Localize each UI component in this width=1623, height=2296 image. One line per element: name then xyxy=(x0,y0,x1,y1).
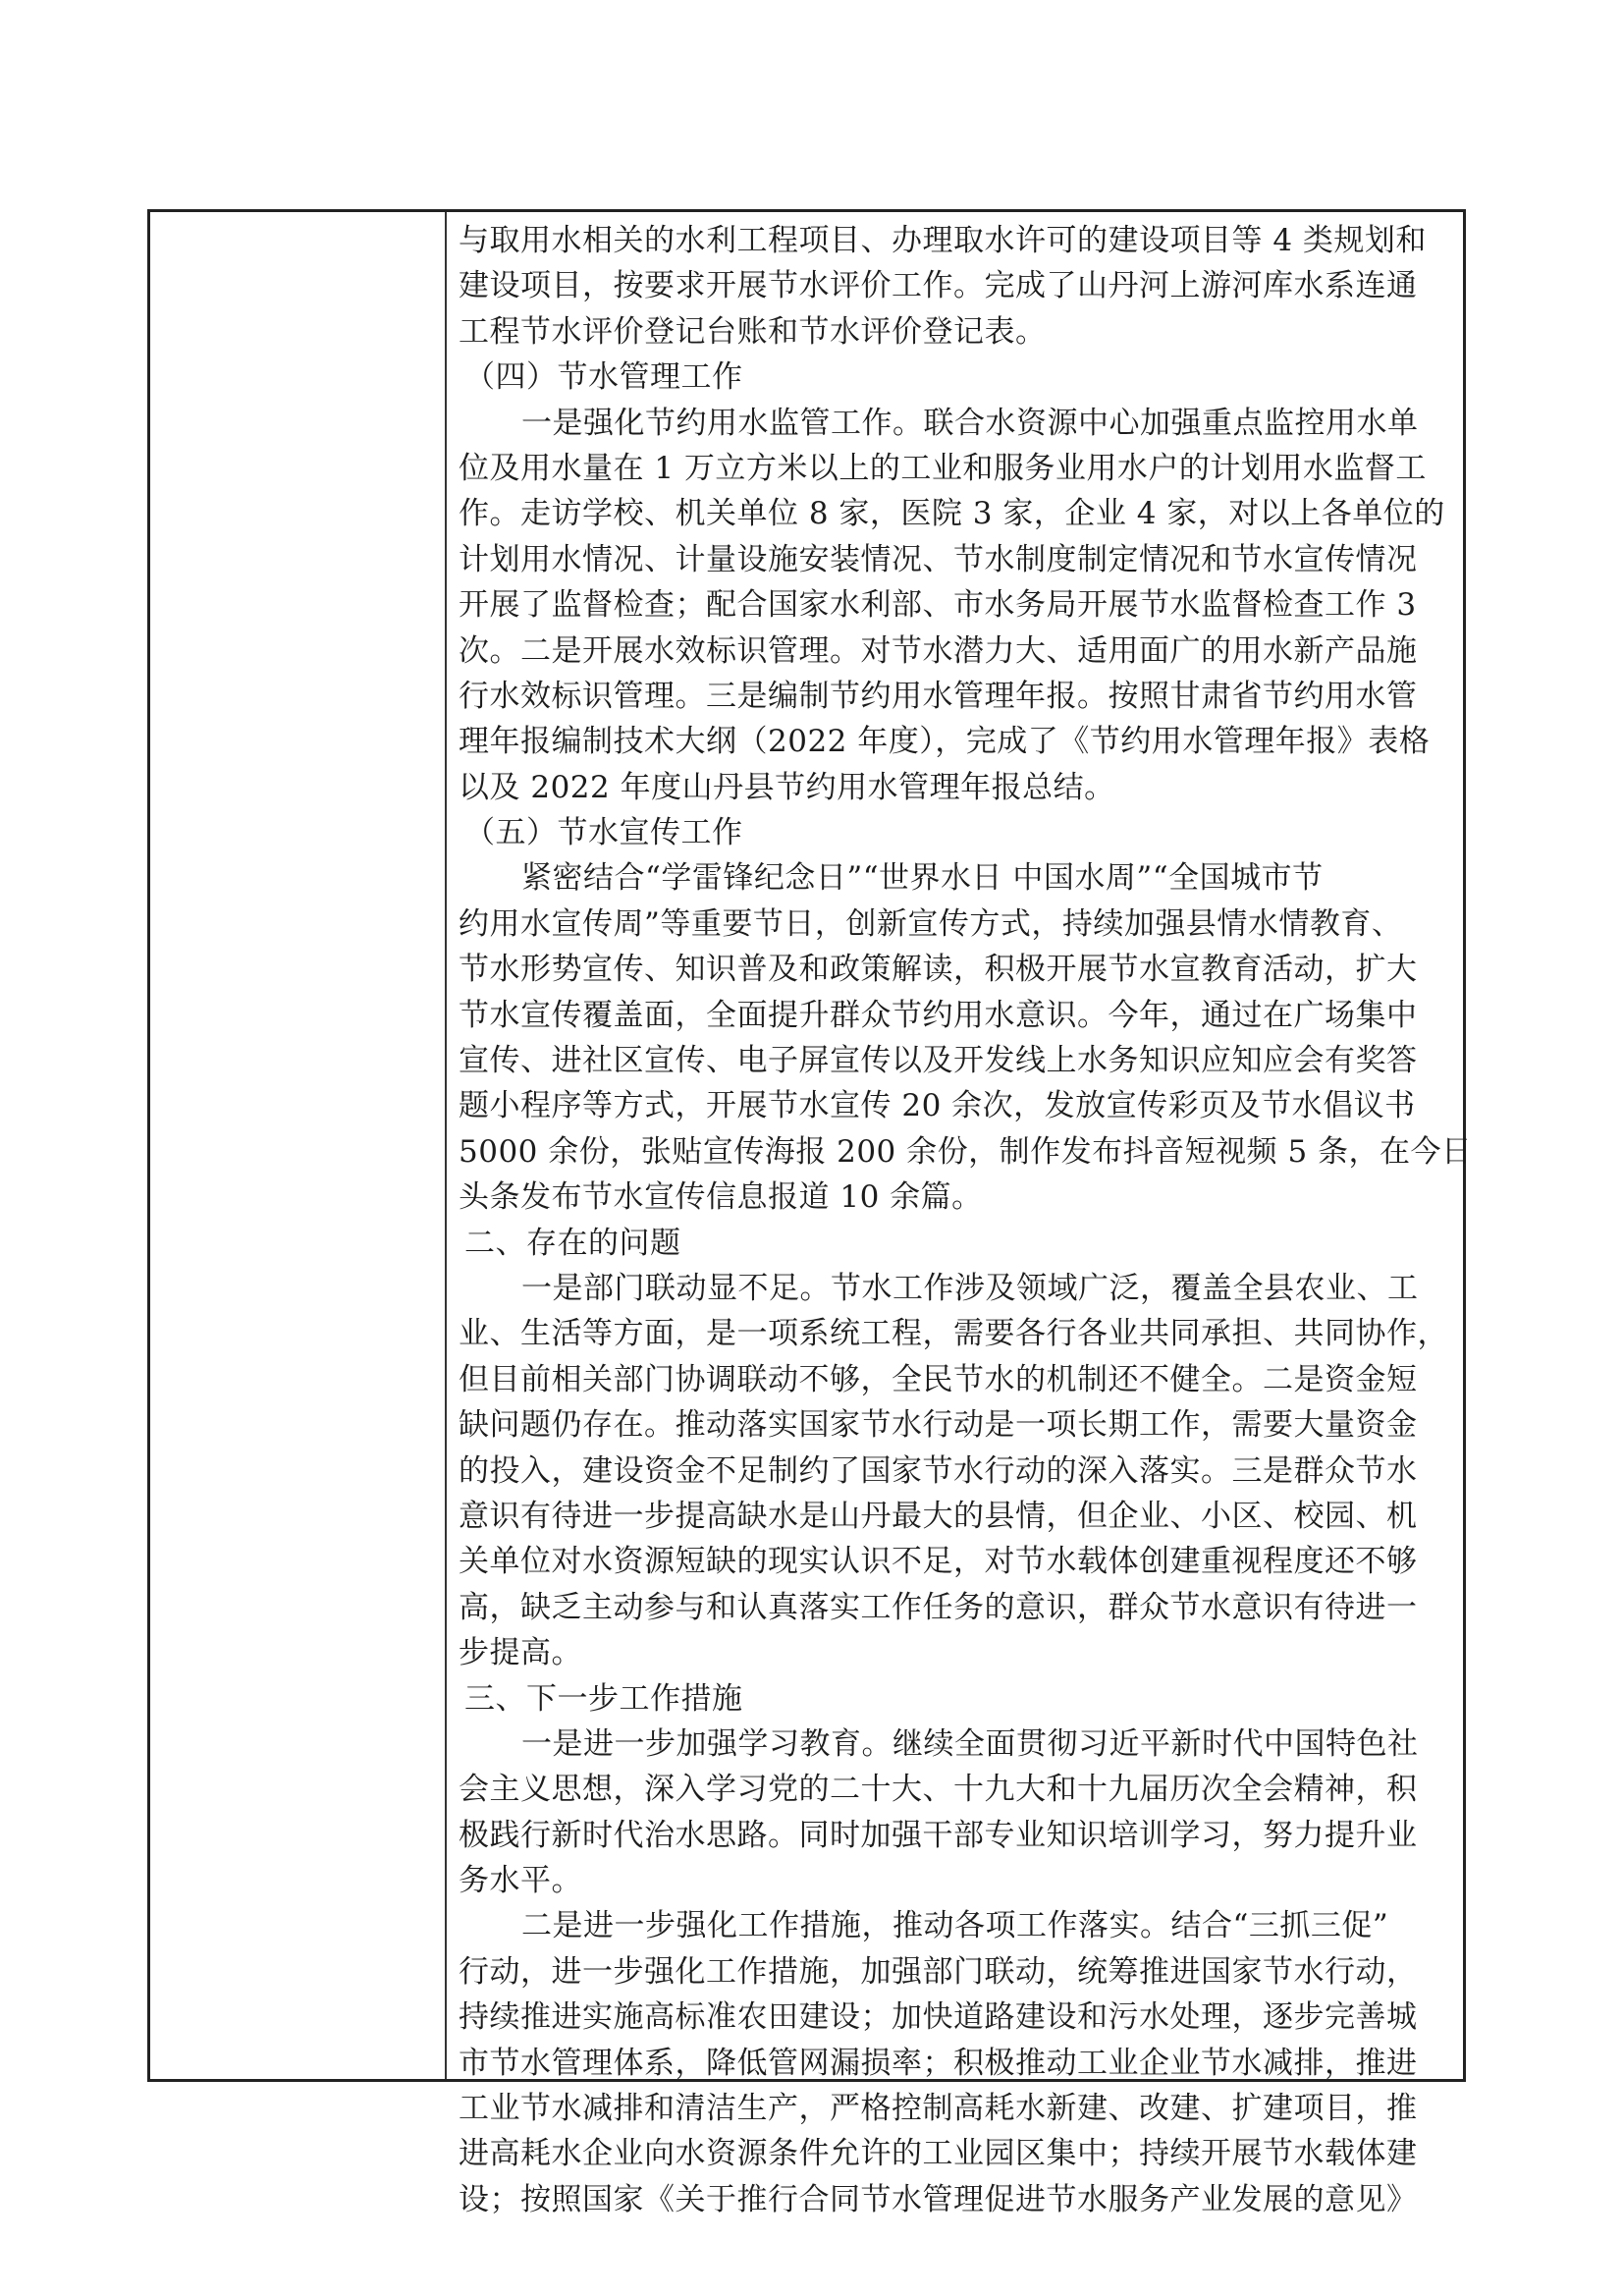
text-line: 次。二是开展水效标识管理。对节水潜力大、适用面广的用水新产品施 xyxy=(459,632,1418,669)
table-content-cell xyxy=(449,212,1473,2217)
text-line: 计划用水情况、计量设施安装情况、节水制度制定情况和节水宣传情况 xyxy=(459,541,1418,577)
text-line: 节水宣传覆盖面，全面提升群众节约用水意识。今年，通过在广场集中 xyxy=(459,997,1418,1033)
text-line: 业、生活等方面，是一项系统工程，需要各行各业共同承担、共同协作， xyxy=(459,1316,1448,1352)
text-line: 设；按照国家《关于推行合同节水管理促进节水服务产业发展的意见》 xyxy=(459,2181,1418,2217)
text-line: 缺问题仍存在。推动落实国家节水行动是一项长期工作，需要大量资金 xyxy=(459,1407,1418,1444)
text-line: 建设项目，按要求开展节水评价工作。完成了山丹河上游河库水系连通 xyxy=(459,268,1418,304)
text-line: 但目前相关部门协调联动不够，全民节水的机制还不健全。二是资金短 xyxy=(459,1361,1418,1397)
text-line: 高，缺乏主动参与和认真落实工作任务的意识，群众节水意识有待进一 xyxy=(459,1589,1418,1625)
table-left-cell xyxy=(150,212,447,2079)
report-table xyxy=(147,209,1473,2217)
text-line: 以及 2022 年度山丹县节约用水管理年报总结。 xyxy=(459,769,1115,805)
text-line: 意识有待进一步提高缺水是山丹最大的县情，但企业、小区、校园、机 xyxy=(459,1498,1418,1534)
text-line: 题小程序等方式，开展节水宣传 20 余次，发放宣传彩页及节水倡议书 xyxy=(459,1088,1416,1124)
text-line: 5000 余份，张贴宣传海报 200 余份，制作发布抖音短视频 5 条，在今日 xyxy=(459,1133,1473,1170)
text-line: 紧密结合“学雷锋纪念日”“世界水日 中国水周”“全国城市节 xyxy=(521,860,1324,897)
text-line: 一是部门联动显不足。节水工作涉及领域广泛，覆盖全县农业、工 xyxy=(521,1270,1419,1306)
text-line: 一是进一步加强学习教育。继续全面贯彻习近平新时代中国特色社 xyxy=(521,1725,1419,1762)
text-line: 头条发布节水宣传信息报道 10 余篇。 xyxy=(459,1179,983,1216)
text-line: 作。走访学校、机关单位 8 家，医院 3 家，企业 4 家，对以上各单位的 xyxy=(459,496,1445,532)
text-line: 宣传、进社区宣传、电子屏宣传以及开发线上水务知识应知应会有奖答 xyxy=(459,1043,1418,1079)
text-line: 行水效标识管理。三是编制节约用水管理年报。按照甘肃省节约用水管 xyxy=(459,678,1418,714)
text-line: 进高耗水企业向水资源条件允许的工业园区集中；持续开展节水载体建 xyxy=(459,2136,1418,2172)
text-line: 位及用水量在 1 万立方米以上的工业和服务业用水户的计划用水监督工 xyxy=(459,450,1427,486)
text-line: 与取用水相关的水利工程项目、办理取水许可的建设项目等 4 类规划和 xyxy=(459,223,1427,258)
text-line: 工程节水评价登记台账和节水评价登记表。 xyxy=(459,313,1047,350)
text-line: 约用水宣传周”等重要节日，创新宣传方式，持续加强县情水情教育、 xyxy=(459,905,1403,942)
text-line: 节水形势宣传、知识普及和政策解读，积极开展节水宣教育活动，扩大 xyxy=(459,952,1418,988)
text-line: 市节水管理体系，降低管网漏损率；积极推动工业企业节水减排，推进 xyxy=(459,2045,1418,2081)
text-line: 工业节水减排和清洁生产，严格控制高耗水新建、改建、扩建项目，推 xyxy=(459,2091,1418,2127)
section-heading: 二、存在的问题 xyxy=(464,1225,681,1261)
text-line: 务水平。 xyxy=(459,1863,582,1899)
text-line: 持续推进实施高标准农田建设；加快道路建设和污水处理，逐步完善城 xyxy=(459,1999,1418,2036)
text-line: 步提高。 xyxy=(459,1635,582,1671)
section-heading: （四）节水管理工作 xyxy=(464,359,743,396)
text-line: 关单位对水资源短缺的现实认识不足，对节水载体创建重视程度还不够 xyxy=(459,1544,1418,1580)
text-line: 极践行新时代治水思路。同时加强干部专业知识培训学习，努力提升业 xyxy=(459,1817,1418,1853)
text-line: 一是强化节约用水监管工作。联合水资源中心加强重点监控用水单 xyxy=(521,405,1419,441)
section-heading: （五）节水宣传工作 xyxy=(464,815,743,851)
text-line: 的投入，建设资金不足制约了国家节水行动的深入落实。三是群众节水 xyxy=(459,1452,1418,1489)
text-line: 行动，进一步强化工作措施，加强部门联动，统筹推进国家节水行动， xyxy=(459,1953,1418,1990)
text-line: 会主义思想，深入学习党的二十大、十九大和十九届历次全会精神，积 xyxy=(459,1772,1418,1808)
text-line: 开展了监督检查；配合国家水利部、市水务局开展节水监督检查工作 3 xyxy=(459,587,1417,624)
section-heading: 三、下一步工作措施 xyxy=(464,1680,743,1717)
text-line: 二是进一步强化工作措施，推动各项工作落实。结合“三抓三促” xyxy=(521,1908,1389,1944)
text-line: 理年报编制技术大纲（2022 年度），完成了《节约用水管理年报》表格 xyxy=(459,724,1431,760)
